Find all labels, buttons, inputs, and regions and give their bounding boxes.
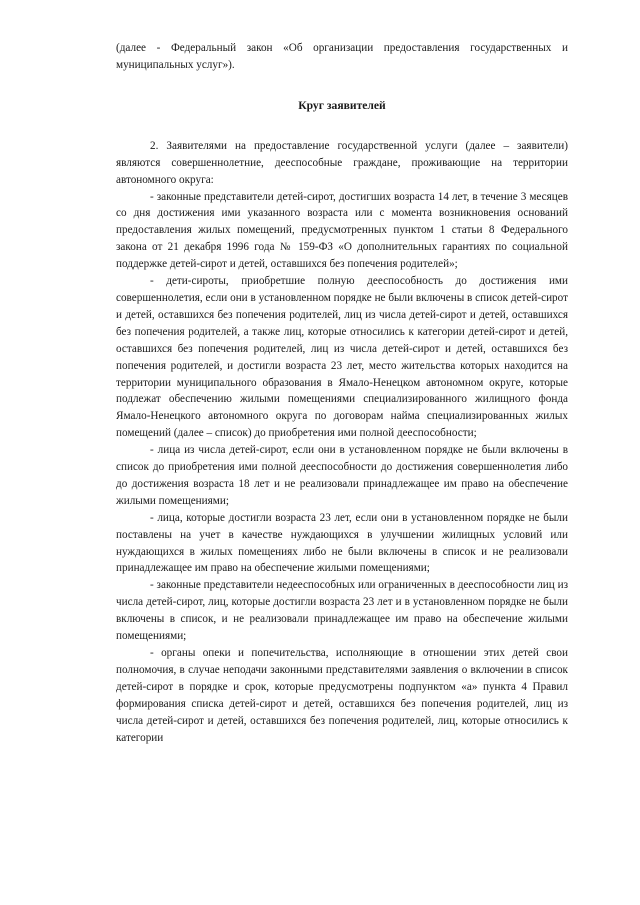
intro-paragraph: (далее - Федеральный закон «Об организации предоставления государственных и муниципальных услуг»). [116, 42, 568, 71]
list-item: - лица из числа детей-сирот, если они в установленном порядке не были включены в список до приобретения ими полной дееспособности до достижения совершеннолетия либо до достижения возраста 18 лет и не реализовали принадлежащее им право на обеспечение жилыми помещениями; [116, 444, 568, 507]
list-item: - органы опеки и попечительства, исполняющие в отношении этих детей свои полномочия, в случае неподачи законными представителями заявления о включении в список детей-сирот в порядке и срок, которые предусмотрены подпунктом «а» пункта 4 Правил формирования списка детей-сирот и детей, оставшихся без попечения родителей, лиц из числа детей-сирот и детей, оставшихся без попечения родителей, лиц, которые относились к категории [116, 647, 568, 744]
list-item: - законные представители недееспособных или ограниченных в дееспособности лиц из числа детей-сирот, лиц, которые достигли возраста 23 лет и в установленном порядке не были включены в список, и не реализовали принадлежащее им право на обеспечение жилыми помещениями; [116, 579, 568, 643]
list-item: - законные представители детей-сирот, достигших возраста 14 лет, в течение 3 месяцев со дня достижения ими указанного возраста или с момента возникновения оснований предоставления жилых помещений, предусмотренных пунктом 1 статьи 8 Федерального закона от 21 декабря 1996 года № 159-ФЗ «О дополнительных гарантиях по социальной поддержке детей-сирот и детей, оставшихся без попечения родителей»; [116, 190, 568, 271]
section-heading: Круг заявителей [298, 98, 386, 112]
list-item: - лица, которые достигли возраста 23 лет, если они в установленном порядке не были поставлены на учет в качестве нуждающихся в улучшении жилищных условий или нуждающихся в жилых помещениях либо не были включены в список и не реализовали принадлежащее им право на обеспечение жилыми помещениями; [116, 511, 568, 575]
list-item: - дети-сироты, приобретшие полную дееспособность до достижения ими совершеннолетия, если они в установленном порядке не были включены в список детей-сирот и детей, оставшихся без попечения родителей, лиц из числа детей-сирот и детей, оставшихся без попечения родителей, а также лиц, которые относились к категории детей-сирот и детей, оставшихся без попечения родителей, лиц из числа детей-сирот и детей, оставшихся без попечения родителей, и достигли возраста 23 лет, место жительства которых находится на территории муниципального образования в Ямало-Ненецком автономном округе, которые подлежат обеспечению жилыми помещениями специализированного жилищного фонда Ямало-Ненецкого автономного округа по договорам найма специализированных жилых помещений (далее – список) до приобретения ими полной дееспособности; [116, 275, 568, 440]
section-paragraph: 2. Заявителями на предоставление государственной услуги (далее – заявители) являются совершеннолетние, дееспособные граждане, проживающие на территории автономного округа: [116, 139, 568, 186]
